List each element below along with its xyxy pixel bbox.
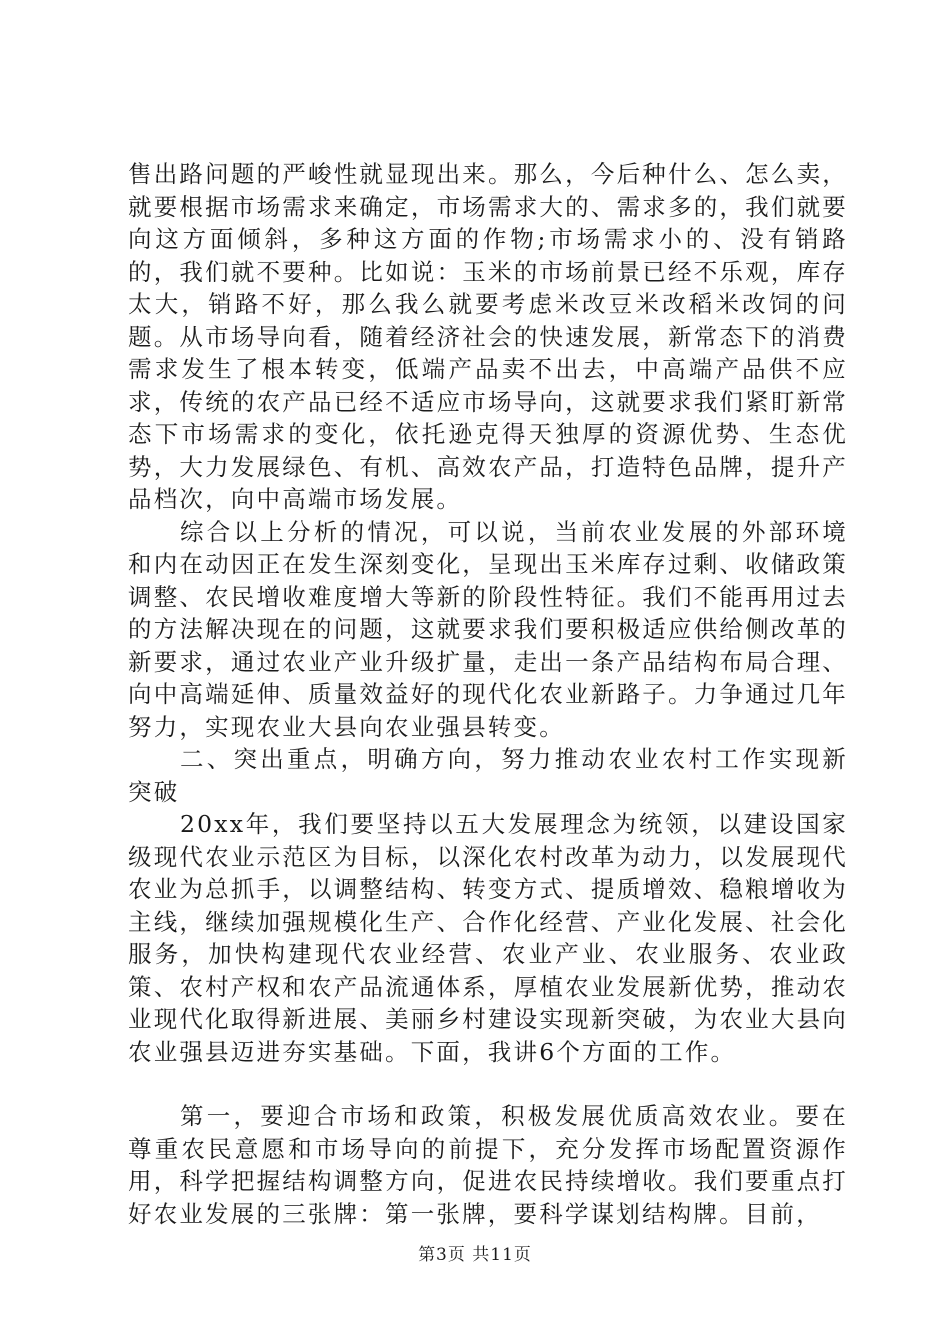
page-footer: 第3页 共11页 <box>418 1245 532 1265</box>
paragraph-year-plan: 20xx年，我们要坚持以五大发展理念为统领，以建设国家级现代农业示范区为目标，以深化农村改革为动力，以发展现代农业为总抓手，以调整结构、转变方式、提质增效、稳粮增收为主线，继续加强规模化生产、合作化经营、产业化发展、社会化服务，加快构建现代农业经营、农业产业、农业服务、农业政策、农村产权和农产品流通体系，厚植农业发展新优势，推动农业现代化取得新进展、美丽乡村建设实现新突破，为农业大县向农业强县迈进夯实基础。下面，我讲6个方面的工作。 <box>128 810 848 1066</box>
paragraph-market-demand: 售出路问题的严峻性就显现出来。那么，今后种什么、怎么卖，就要根据市场需求来确定，市场需求大的、需求多的，我们就要向这方面倾斜，多种这方面的作物;市场需求小的、没有销路的，我们就不要种。比如说：玉米的市场前景已经不乐观，库存太大，销路不好，那么我么就要考虑米改豆米改稻米改饲的问题。从市场导向看，随着经济社会的快速发展，新常态下的消费需求发生了根本转变，低端产品卖不出去，中高端产品供不应求，传统的农产品已经不适应市场导向，这就要求我们紧盯新常态下市场需求的变化，依托逊克得天独厚的资源优势、生态优势，大力发展绿色、有机、高效农产品，打造特色品牌，提升产品档次，向中高端市场发展。 <box>128 160 848 513</box>
document-body <box>128 158 848 1230</box>
paragraph-point-one: 第一，要迎合市场和政策，积极发展优质高效农业。要在尊重农民意愿和市场导向的前提下，充分发挥市场配置资源作用，科学把握结构调整方向，促进农民持续增收。我们要重点打好农业发展的三张牌：第一张牌，要科学谋划结构牌。目前， <box>128 1102 848 1228</box>
paragraph-analysis-summary: 综合以上分析的情况，可以说，当前农业发展的外部环境和内在动因正在发生深刻变化，呈现出玉米库存过剩、收储政策调整、农民增收难度增大等新的阶段性特征。我们不能再用过去的方法解决现在的问题，这就要求我们要积极适应供给侧改革的新要求，通过农业产业升级扩量，走出一条产品结构布局合理、向中高端延伸、质量效益好的现代化农业新路子。力争通过几年努力，实现农业大县向农业强县转变。 <box>128 517 848 741</box>
section-heading-two: 二、突出重点，明确方向，努力推动农业农村工作实现新突破 <box>128 745 848 806</box>
